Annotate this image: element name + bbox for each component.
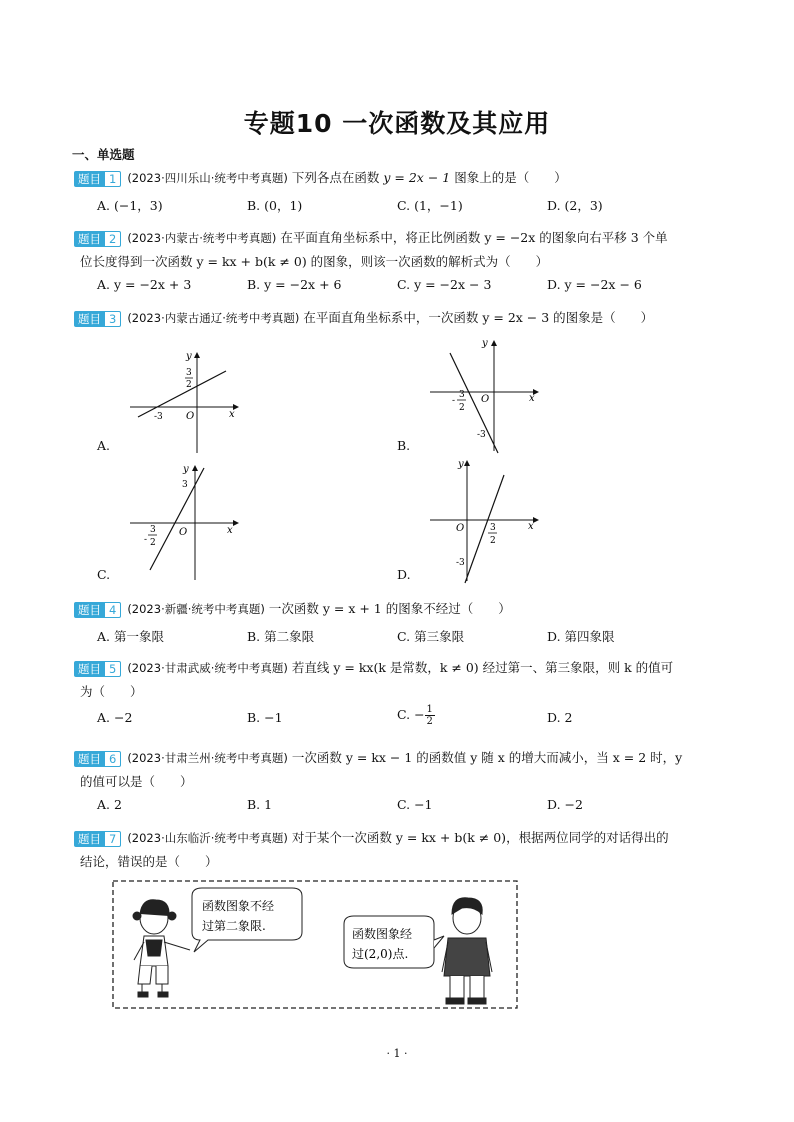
option-d[interactable]: D. y = −2x − 6	[547, 277, 642, 292]
svg-text:3: 3	[459, 390, 465, 400]
option-a[interactable]: A. −2	[97, 710, 133, 725]
svg-text:过第二象限.: 过第二象限.	[202, 919, 266, 933]
question-6: 题目 6 (2023·甘肃兰州·统考中考真题) 一次函数 y = kx − 1 的函数值 y 随 x 的增大而减小，当 x = 2 时，y 的值可以是（ ）	[74, 746, 724, 793]
option-c[interactable]: C. − $\frac{1}{2}$	[397, 704, 433, 727]
svg-text:3: 3	[182, 480, 188, 490]
tick-frac-num: 3	[186, 368, 192, 378]
svg-text:y: y	[458, 459, 464, 470]
tick-frac-den: 2	[186, 380, 192, 390]
question-1: 题目 1 (2023·四川乐山·统考中考真题) 下列各点在函数 y = 2x − 1 图象上的是（ ）	[74, 166, 724, 190]
origin-label: O	[186, 411, 195, 422]
svg-text:x: x	[528, 521, 534, 532]
option-c[interactable]: C.	[97, 567, 111, 582]
svg-text:O: O	[456, 523, 465, 534]
option-d[interactable]: D. (2，3)	[547, 198, 603, 213]
svg-text:3: 3	[490, 523, 496, 533]
option-b[interactable]: B. y = −2x + 6	[247, 277, 342, 292]
option-d[interactable]: D. −2	[547, 797, 583, 812]
option-d[interactable]: D.	[397, 567, 411, 582]
option-b[interactable]: B. −1	[247, 710, 283, 725]
graph-a	[120, 345, 250, 455]
function-line	[138, 371, 226, 417]
question-badge: 题目 7	[74, 831, 121, 847]
option-d[interactable]: D. 第四象限	[547, 629, 615, 644]
question-badge: 题目 3	[74, 311, 121, 327]
function-line	[150, 468, 204, 570]
svg-text:y: y	[482, 338, 488, 349]
option-a[interactable]: A.	[97, 438, 111, 453]
section-heading: 一、单选题	[72, 147, 135, 162]
option-a[interactable]: A. y = −2x + 3	[97, 277, 192, 292]
svg-text:y: y	[183, 464, 189, 475]
question-badge: 题目 5	[74, 661, 121, 677]
question-5: 题目 5 (2023·甘肃武威·统考中考真题) 若直线 y = kx(k 是常数，k ≠ 0) 经过第一、第三象限，则 k 的值可 为（ ）	[74, 656, 724, 703]
option-b[interactable]: B. 1	[247, 797, 273, 812]
svg-text:x: x	[227, 525, 233, 536]
svg-text:-3: -3	[477, 430, 486, 440]
svg-text:-3: -3	[456, 558, 465, 568]
question-badge: 题目 6	[74, 751, 121, 767]
svg-text:x: x	[529, 393, 535, 404]
x-label: x	[229, 409, 235, 420]
function-line	[465, 475, 504, 583]
svg-text:2: 2	[150, 538, 156, 548]
svg-text:2: 2	[459, 403, 465, 413]
option-a[interactable]: A. (−1，3)	[97, 198, 163, 213]
svg-text:O: O	[179, 527, 188, 538]
question-badge: 题目 2	[74, 231, 121, 247]
page-number: · 1 ·	[386, 1047, 408, 1060]
graph-b	[420, 333, 550, 455]
boy-figure	[442, 898, 492, 1004]
dialogue-illustration	[112, 880, 518, 1010]
svg-text:函数图象不经: 函数图象不经	[202, 899, 275, 913]
option-b[interactable]: B.	[397, 438, 411, 453]
svg-text:-: -	[452, 396, 456, 406]
svg-text:过(2,0)点.: 过(2,0)点.	[352, 947, 409, 961]
girl-figure	[133, 900, 190, 997]
svg-text:3: 3	[150, 525, 156, 535]
question-2: 题目 2 (2023·内蒙古·统考中考真题) 在平面直角坐标系中，将正比例函数 y = −2x 的图象向右平移 3 个单 位长度得到一次函数 y = kx + b(k ≠ 0) 的图象，则该一次函数的解析式为（ ）	[74, 226, 724, 273]
option-b[interactable]: B. 第二象限	[247, 629, 315, 644]
fraction: $\frac{1}{2}$	[426, 704, 433, 727]
question-badge: 题目 4	[74, 602, 121, 618]
svg-text:函数图象经: 函数图象经	[352, 927, 413, 941]
graph-c	[120, 460, 250, 584]
y-label: y	[186, 351, 192, 362]
question-3: 题目 3 (2023·内蒙古通辽·统考中考真题) 在平面直角坐标系中，一次函数 y = 2x − 3 的图象是（ ）	[74, 306, 724, 330]
svg-text:-: -	[144, 535, 148, 545]
option-d[interactable]: D. 2	[547, 710, 573, 725]
svg-text:O: O	[481, 394, 490, 405]
option-c[interactable]: C. y = −2x − 3	[397, 277, 492, 292]
question-4: 题目 4 (2023·新疆·统考中考真题) 一次函数 y = x + 1 的图象不经过（ ）	[74, 597, 724, 621]
question-badge: 题目 1	[74, 171, 121, 187]
graph-d	[420, 455, 550, 585]
option-a[interactable]: A. 第一象限	[97, 629, 164, 644]
function-line	[450, 353, 498, 453]
option-c[interactable]: C. −1	[397, 797, 433, 812]
page-title: 专题10 一次函数及其应用	[243, 109, 551, 138]
svg-text:2: 2	[490, 536, 496, 546]
option-a[interactable]: A. 2	[97, 797, 122, 812]
question-7: 题目 7 (2023·山东临沂·统考中考真题) 对于某个一次函数 y = kx + b(k ≠ 0)，根据两位同学的对话得出的 结论，错误的是（ ）	[74, 826, 724, 873]
tick-label: -3	[154, 412, 163, 422]
option-c[interactable]: C. 第三象限	[397, 629, 465, 644]
option-b[interactable]: B. (0，1)	[247, 198, 303, 213]
option-c[interactable]: C. (1，−1)	[397, 198, 463, 213]
